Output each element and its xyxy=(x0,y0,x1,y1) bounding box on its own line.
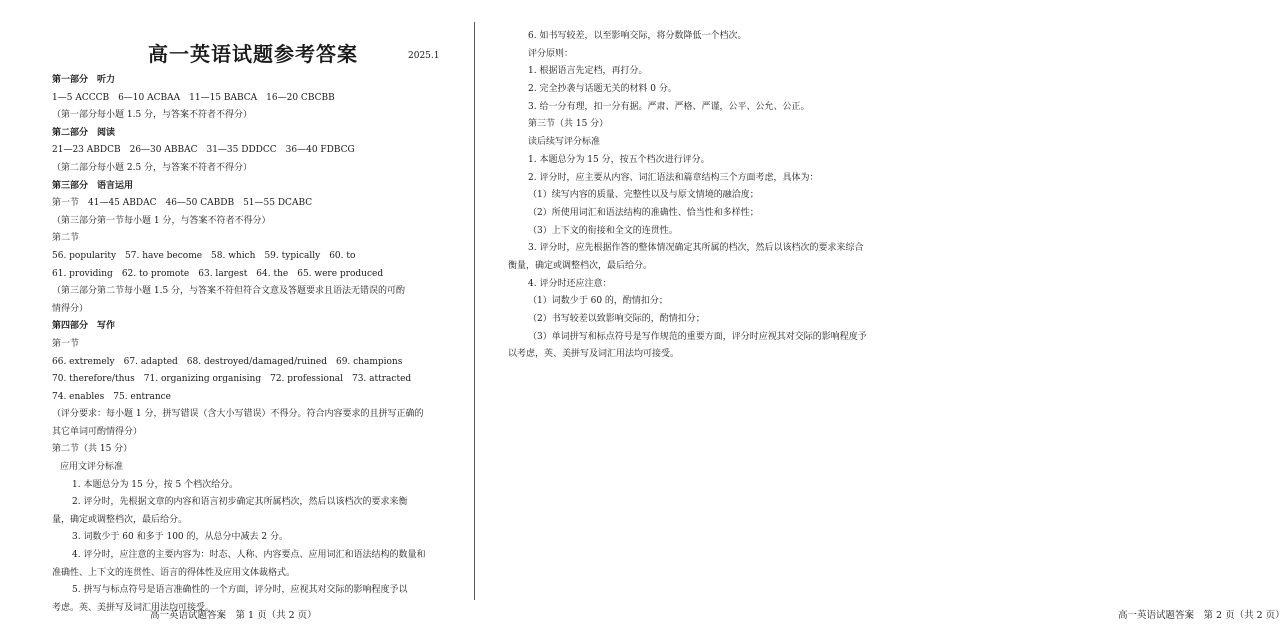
text-line: 第二节 xyxy=(52,233,80,244)
text-line: （1）续写内容的质量、完整性以及与原文情境的融洽度； xyxy=(528,190,759,201)
text-line: 1. 本题总分为 15 分，按五个档次进行评分。 xyxy=(528,154,710,165)
page-2-footer: 高一英语试题答案 第 2 页（共 2 页） xyxy=(1118,610,1285,621)
text-line: 准确性、上下文的连贯性、语言的得体性及应用文体裁格式。 xyxy=(52,567,296,578)
text-line: 量，确定或调整档次，最后给分。 xyxy=(52,514,188,525)
page-2-body xyxy=(508,28,913,364)
text-line: （2）所使用词汇和语法结构的准确性、恰当性和多样性； xyxy=(528,207,759,218)
text-line: 读后续写评分标准 xyxy=(528,137,601,148)
text-line: （2）书写较差以致影响交际的，酌情扣分； xyxy=(528,314,705,324)
text-line: 2. 完全抄袭与话题无关的材料 0 分。 xyxy=(528,84,677,95)
text-line: 74. enables 75. entrance xyxy=(52,391,171,402)
text-line: 第一节 xyxy=(52,338,80,349)
text-line: 21—23 ABDCB 26—30 ABBAC 31—35 DDDCC 36—40 FDBCG xyxy=(52,145,355,156)
text-line: （第一部分每小题 1.5 分，与答案不符者不得分） xyxy=(52,110,253,121)
text-line: （3）上下文的衔接和全文的连贯性。 xyxy=(528,225,678,236)
document-title: 高一英语试题参考答案 xyxy=(148,42,358,66)
text-line: 6. 如书写较差，以至影响交际，将分数降低一个档次。 xyxy=(528,31,747,41)
text-line: （3）单词拼写和标点符号是写作规范的重要方面，评分时应视其对交际的影响程度予 xyxy=(528,331,867,342)
page-1-footer: 高一英语试题答案 第 1 页（共 2 页） xyxy=(150,610,317,621)
text-line: 其它单词可酌情得分） xyxy=(52,426,143,437)
text-line: 应用文评分标准 xyxy=(60,462,124,473)
text-line: 第三节（共 15 分） xyxy=(528,119,609,130)
text-line: 第二节（共 15 分） xyxy=(52,444,133,455)
section-heading: 第三部分 语言运用 xyxy=(52,180,134,191)
text-line: 以考虑，英、美拼写及词汇用法均可接受。 xyxy=(508,349,680,360)
text-line: 1. 本题总分为 15 分，按 5 个档次给分。 xyxy=(72,479,239,490)
text-line: （第三部分第一节每小题 1 分，与答案不符者不得分） xyxy=(52,215,271,226)
text-line: 衡量，确定或调整档次，最后给分。 xyxy=(508,260,653,271)
text-line: 2. 评分时，应主要从内容、词汇语法和篇章结构三个方面考虑，具体为： xyxy=(528,172,819,183)
text-line: 3. 词数少于 60 和多于 100 的，从总分中减去 2 分。 xyxy=(72,532,288,543)
page-1-body xyxy=(52,72,442,617)
text-line: 70. therefore/thus 71. organizing organising 72. professional 73. attracted xyxy=(52,374,412,385)
answer-page-2 xyxy=(478,0,1285,631)
text-line: 1—5 ACCCB 6—10 ACBAA 11—15 BABCA 16—20 CBCBB xyxy=(52,92,335,103)
text-line: 4. 评分时还应注意： xyxy=(528,278,612,289)
section-heading: 第一部分 听力 xyxy=(52,75,116,85)
document-date: 2025.1 xyxy=(408,51,440,61)
text-line: 56. popularity 57. have become 58. which 59. typically 60. to xyxy=(52,250,356,261)
section-heading: 第二部分 阅读 xyxy=(52,127,116,138)
text-line: 5. 拼写与标点符号是语言准确性的一个方面，评分时，应视其对交际的影响程度予以 xyxy=(72,585,408,596)
text-line: 3. 评分时，应先根据作答的整体情况确定其所属的档次，然后以该档次的要求来综合 xyxy=(528,243,864,254)
text-line: 评分原则： xyxy=(528,48,574,59)
text-line: 66. extremely 67. adapted 68. destroyed/damaged/ruined 69. champions xyxy=(52,356,403,367)
text-line: （第二部分每小题 2.5 分，与答案不符者不得分） xyxy=(52,162,253,173)
text-line: （第三部分第二节每小题 1.5 分，与答案不符但符合文意及答题要求且语法无错误的可酌 xyxy=(52,286,406,297)
column-divider xyxy=(474,22,475,600)
text-line: （1）词数少于 60 的，酌情扣分； xyxy=(528,296,668,307)
text-line: 3. 给一分有理，扣一分有据。严肃、严格、严谨，公平、公允、公正。 xyxy=(528,101,810,112)
text-line: 4. 评分时，应注意的主要内容为：时态、人称、内容要点、应用词汇和语法结构的数量和 xyxy=(72,550,426,561)
section-heading: 第四部分 写作 xyxy=(52,321,116,332)
text-line: 第一节 41—45 ABDAC 46—50 CABDB 51—55 DCABC xyxy=(52,198,313,209)
text-line: 考虑。英、美拼写及词汇用法均可接受。 xyxy=(52,602,215,613)
text-line: 1. 根据语言先定档，再打分。 xyxy=(528,66,648,77)
answer-page-1 xyxy=(0,0,472,631)
text-line: （评分要求：每小题 1 分，拼写错误（含大小写错误）不得分。符合内容要求的且拼写正确的 xyxy=(52,409,424,420)
text-line: 2. 评分时，先根据文章的内容和语言初步确定其所属档次，然后以该档次的要求来衡 xyxy=(72,497,408,508)
text-line: 情得分） xyxy=(52,303,89,314)
text-line: 61. providing 62. to promote 63. largest 64. the 65. were produced xyxy=(52,268,384,279)
